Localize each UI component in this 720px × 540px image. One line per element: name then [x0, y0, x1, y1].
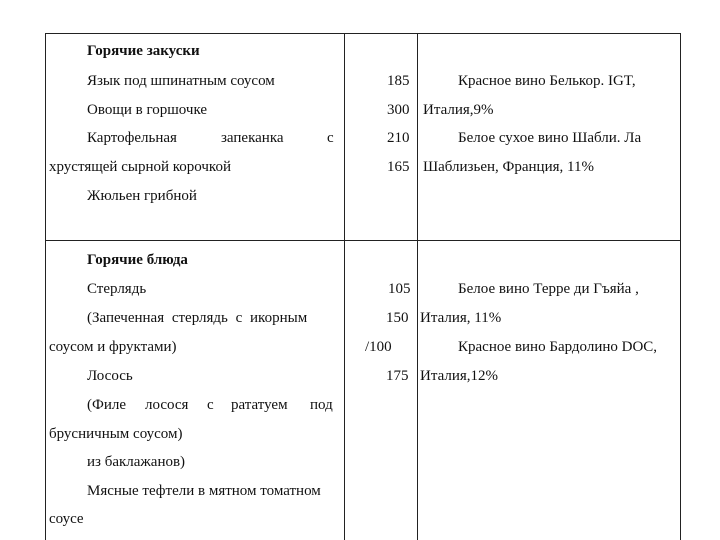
wine-note: Шаблизьен, Франция, 11%	[423, 159, 594, 175]
dish-description: соусом и фруктами)	[49, 339, 177, 355]
dish-name: Жюльен грибной	[87, 188, 197, 204]
table-left-border	[45, 33, 46, 540]
dish-description: брусничным соусом)	[49, 426, 183, 442]
table-top-border	[45, 33, 681, 34]
dish-price: 210	[387, 130, 410, 146]
wine-note: Красное вино Бардолино DOC,	[458, 339, 658, 355]
dish-description-word: рататуем	[231, 397, 288, 413]
wine-note: Красное вино Белькор. IGT,	[458, 73, 636, 89]
dish-price: 165	[387, 159, 410, 175]
section-divider	[45, 240, 681, 241]
dish-name: Мясные тефтели в мятном томатном	[87, 483, 321, 499]
table-right-border	[680, 33, 681, 540]
dish-price-unit: /100	[365, 339, 392, 355]
dish-name: соусе	[49, 511, 84, 527]
dish-price: 105	[388, 281, 411, 297]
dish-description-word: с	[207, 397, 214, 413]
section-heading-hot-appetizers: Горячие закуски	[87, 43, 200, 59]
price-column-left-border	[344, 33, 345, 540]
dish-description-word: (Филе	[87, 397, 127, 413]
dish-description-word: лосося	[145, 397, 189, 413]
dish-description: (Запеченная стерлядь с икорным	[87, 310, 308, 326]
dish-price: 185	[387, 73, 410, 89]
dish-description: из баклажанов)	[87, 454, 186, 470]
dish-price: 150	[386, 310, 409, 326]
wine-note: Италия, 11%	[420, 310, 502, 326]
wine-note: Белое вино Терре ди Гъяйа ,	[458, 281, 639, 297]
wine-note: Италия,9%	[423, 102, 494, 118]
wine-note: Италия,12%	[420, 368, 499, 384]
dish-price: 175	[386, 368, 409, 384]
dish-name: хрустящей сырной корочкой	[49, 159, 231, 175]
dish-price: 300	[387, 102, 410, 118]
dish-name: Лосось	[87, 368, 133, 384]
dish-description-word: под	[310, 397, 333, 413]
section-heading-hot-dishes: Горячие блюда	[87, 252, 188, 268]
wine-column-left-border	[417, 33, 418, 540]
dish-name-word: запеканка	[221, 130, 284, 146]
dish-name-word: Картофельная	[87, 130, 177, 146]
dish-name: Овощи в горшочке	[87, 102, 208, 118]
dish-name: Стерлядь	[87, 281, 147, 297]
dish-name-word: с	[327, 130, 334, 146]
wine-note: Белое сухое вино Шабли. Ла	[458, 130, 642, 146]
dish-name: Язык под шпинатным соусом	[87, 73, 275, 89]
